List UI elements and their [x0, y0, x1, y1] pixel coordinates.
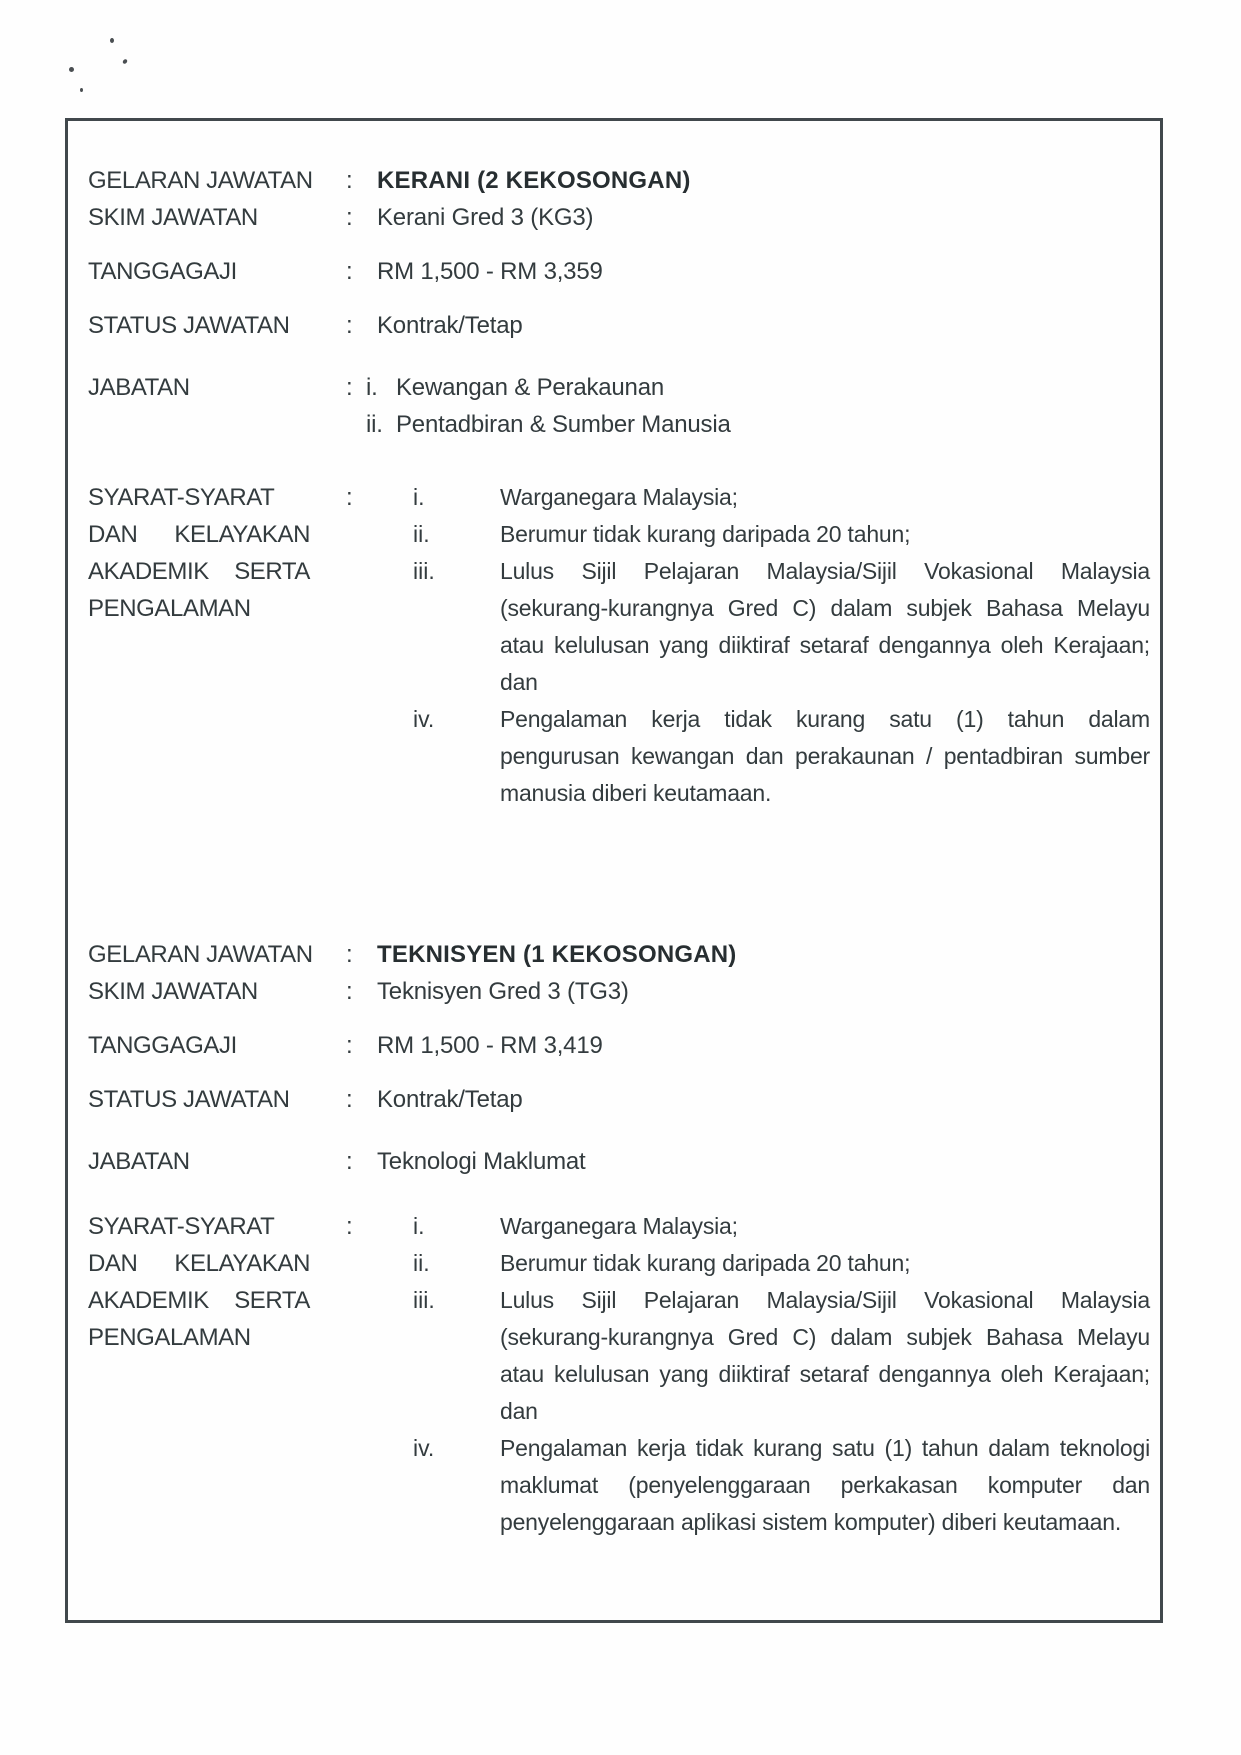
jabatan-list	[366, 369, 731, 443]
syarat-item-text: Pengalaman kerja tidak kurang satu (1) tahun dalam pengurusan kewangan dan perakaunan / pentadbiran sumber manusia diberi keutamaan.	[500, 706, 1150, 806]
syarat-items	[413, 479, 1153, 812]
syarat-item-text: Pengalaman kerja tidak kurang satu (1) tahun dalam teknologi maklumat (penyelenggaraan perkakasan komputer dan penyelenggaraan aplikasi sistem komputer) diberi keutamaan.	[500, 1435, 1150, 1535]
syarat-item	[413, 701, 1153, 812]
skim-value: Kerani Gred 3 (KG3)	[377, 204, 594, 231]
colon-separator: :	[346, 978, 353, 1005]
skim-jawatan-label: SKIM JAWATAN	[88, 204, 258, 231]
scan-speck	[122, 58, 128, 64]
syarat-label-line: AKADEMIK SERTA	[88, 1287, 310, 1314]
syarat-item-numeral: iv.	[413, 706, 435, 732]
syarat-item-text: Warganegara Malaysia;	[500, 484, 738, 510]
syarat-label-line: DAN KELAYAKAN	[88, 521, 310, 548]
tanggagaji-value: RM 1,500 - RM 3,419	[377, 1032, 603, 1059]
colon-separator: :	[346, 374, 353, 401]
colon-separator: :	[346, 1032, 353, 1059]
syarat-item-text: Lulus Sijil Pelajaran Malaysia/Sijil Vokasional Malaysia (sekurang-kurangnya Gred C) dalam subjek Bahasa Melayu atau kelulusan yang diiktiraf setaraf dengannya oleh Kerajaan; dan	[500, 558, 1150, 695]
syarat-item-text: Berumur tidak kurang daripada 20 tahun;	[500, 1250, 911, 1276]
jabatan-item	[366, 369, 731, 406]
status-jawatan-label: STATUS JAWATAN	[88, 312, 290, 339]
colon-separator: :	[346, 204, 353, 231]
jabatan-item	[366, 406, 731, 443]
scan-speck	[80, 88, 83, 92]
syarat-label-block	[88, 479, 310, 627]
syarat-item-text: Warganegara Malaysia;	[500, 1213, 738, 1239]
status-value: Kontrak/Tetap	[377, 1086, 523, 1113]
syarat-item	[413, 1208, 1153, 1245]
jabatan-item-text: Pentadbiran & Sumber Manusia	[396, 411, 731, 438]
scan-speck	[69, 67, 74, 72]
jabatan-item-numeral: i.	[366, 374, 378, 401]
tanggagaji-label: TANGGAGAJI	[88, 1032, 237, 1059]
skim-value: Teknisyen Gred 3 (TG3)	[377, 978, 629, 1005]
syarat-item-text: Berumur tidak kurang daripada 20 tahun;	[500, 521, 911, 547]
colon-separator: :	[346, 484, 353, 511]
job-title: KERANI (2 KEKOSONGAN)	[377, 167, 691, 194]
syarat-label-line: DAN KELAYAKAN	[88, 1250, 310, 1277]
tanggagaji-label: TANGGAGAJI	[88, 258, 237, 285]
syarat-item-numeral: i.	[413, 1213, 425, 1239]
colon-separator: :	[346, 167, 353, 194]
colon-separator: :	[346, 312, 353, 339]
syarat-item	[413, 516, 1153, 553]
syarat-item-numeral: i.	[413, 484, 425, 510]
colon-separator: :	[346, 941, 353, 968]
syarat-item-numeral: ii.	[413, 1250, 430, 1276]
syarat-item	[413, 1282, 1153, 1430]
syarat-label-line: PENGALAMAN	[88, 1324, 251, 1351]
syarat-item	[413, 1245, 1153, 1282]
syarat-label-line: SYARAT-SYARAT	[88, 484, 275, 511]
syarat-item-numeral: iii.	[413, 1287, 435, 1313]
colon-separator: :	[346, 1213, 353, 1240]
colon-separator: :	[346, 1086, 353, 1113]
syarat-item-numeral: iii.	[413, 558, 435, 584]
syarat-item	[413, 1430, 1153, 1541]
jabatan-item-text: Kewangan & Perakaunan	[396, 374, 665, 401]
tanggagaji-value: RM 1,500 - RM 3,359	[377, 258, 603, 285]
job-title: TEKNISYEN (1 KEKOSONGAN)	[377, 941, 737, 968]
syarat-items	[413, 1208, 1153, 1541]
colon-separator: :	[346, 258, 353, 285]
jabatan-label: JABATAN	[88, 1148, 190, 1175]
scan-speck	[110, 38, 114, 43]
jabatan-value: Teknologi Maklumat	[377, 1148, 586, 1175]
syarat-item-text: Lulus Sijil Pelajaran Malaysia/Sijil Vokasional Malaysia (sekurang-kurangnya Gred C) dalam subjek Bahasa Melayu atau kelulusan yang diiktiraf setaraf dengannya oleh Kerajaan; dan	[500, 1287, 1150, 1424]
colon-separator: :	[346, 1148, 353, 1175]
jabatan-item-numeral: ii.	[366, 411, 383, 438]
jabatan-label: JABATAN	[88, 374, 190, 401]
skim-jawatan-label: SKIM JAWATAN	[88, 978, 258, 1005]
syarat-label-line: PENGALAMAN	[88, 595, 251, 622]
syarat-item	[413, 479, 1153, 516]
syarat-label-block	[88, 1208, 310, 1356]
gelaran-jawatan-label: GELARAN JAWATAN	[88, 941, 313, 968]
syarat-label-line: AKADEMIK SERTA	[88, 558, 310, 585]
syarat-item-numeral: ii.	[413, 521, 430, 547]
status-jawatan-label: STATUS JAWATAN	[88, 1086, 290, 1113]
syarat-item	[413, 553, 1153, 701]
status-value: Kontrak/Tetap	[377, 312, 523, 339]
gelaran-jawatan-label: GELARAN JAWATAN	[88, 167, 313, 194]
syarat-label-line: SYARAT-SYARAT	[88, 1213, 275, 1240]
syarat-item-numeral: iv.	[413, 1435, 435, 1461]
